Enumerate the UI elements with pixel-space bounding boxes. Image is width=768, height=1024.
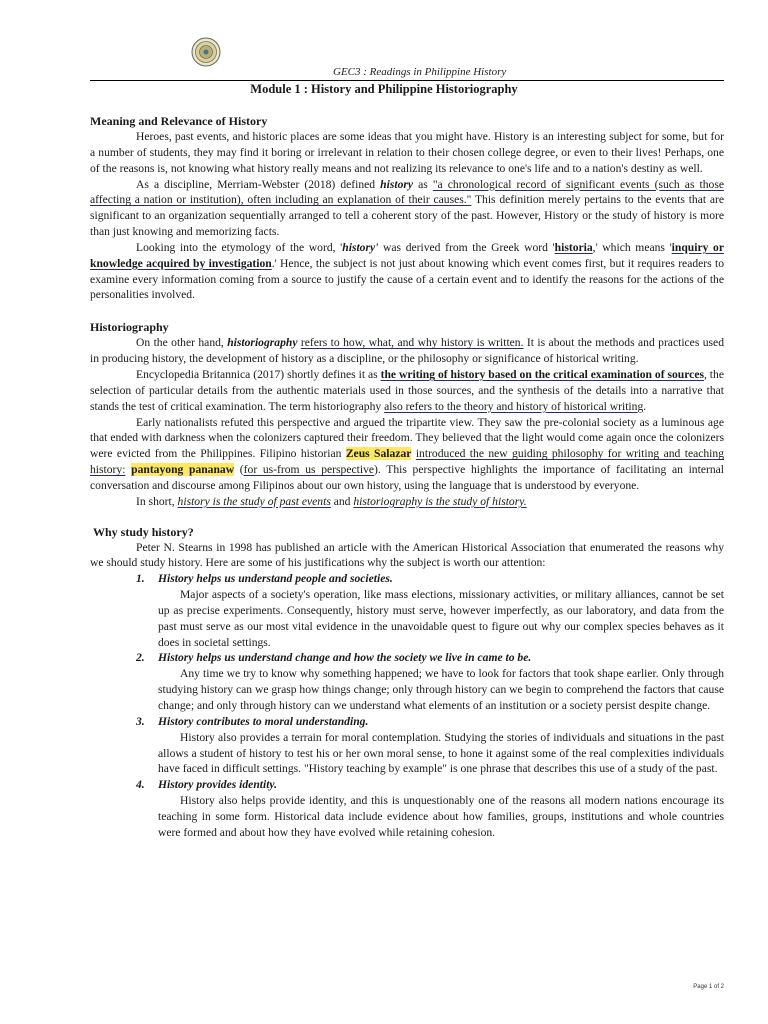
paragraph: Encyclopedia Britannica (2017) shortly defines it as the writing of history based on the critical examination of sources, the selection of particular details from the authentic materials used in those sources, and the synthesis of the details into a narrative that stands the test of critical examination. The term historiography also refers to the theory and history of historical writing. [90,367,724,413]
paragraph: Peter N. Stearns in 1998 has published an article with the American Historical Association that enumerated the reasons why we should study history. Here are some of his justifications why the subject is worth our attention: [90,540,724,570]
module-title: Module 1 : History and Philippine Historiography [250,82,518,96]
university-seal-icon [191,37,221,67]
paragraph: Early nationalists refuted this perspective and argued the tripartite view. They saw the pre-colonial society as a luminous age that ended with darkness when the colonizers captured their freedom. They believed that the light would come again once the colonizers were evicted from the Philippines. Filipino historian Zeus Salazar introduced the new guiding philosophy for writing and teaching history: pantayong pananaw (for us-from us perspective). This perspective highlights the importance of facilitating an internal conversation and discourse among Filipinos about our own history, using the language that is understood by everyone. [90,415,725,492]
key-definition: the writing of history based on the critical examination of sources [380,367,704,381]
list-item: 1. History helps us understand people and societies. Major aspects of a society's operation, like mass elections, missionary activities, or military alliances, cannot be set up as precise experiments. Consequently, history must serve, however imperfectly, as our laboratory, and data from the past must serve as our most vital evidence in the unavoidable quest to figure out why our complex species behaves as it does in societal settings. [136,572,724,649]
paragraph: On the other hand, historiography refers to how, what, and why history is written. It is about the methods and practices used in producing history, the development of history as a discipline, or the philosophy or significance of historical writing. [90,336,725,366]
paragraph: Looking into the etymology of the word, 'history' was derived from the Greek word 'historia,' which means 'inquiry or knowledge acquired by investigation.' Hence, the subject is not just about knowing which event comes first, but it requires readers to examine every information coming from a source to justify the cause of a certain event and to identify the reasons for the actions of the personalities involved. [90,240,725,302]
quote-definition: "a chronological record of significant events (such as those affecting a nation or institution), often including an explanation of their causes." [90,177,724,207]
header-divider [90,80,724,81]
page-number: Page 1 of 2 [693,984,724,990]
section-heading-historiography: Historiography [90,320,169,335]
section-heading-why-study: Why study history? [93,524,194,539]
list-item: 4. History provides identity. History also helps provide identity, and this is unquestionably one of the reasons all modern nations encourage its teaching in some form. Historical data include evidence about how families, groups, institutions and whole countries were formed and about how they have evolved while retaining cohesion. [136,778,724,839]
list-item: 3. History contributes to moral understanding. History also provides a terrain for moral contemplation. Studying the stories of individuals and situations in the past allows a student of history to test his or her own moral sense, to hone it against some of the real complexities individuals have faced in difficult settings. "History teaching by example" is one phrase that describes this use of a study of the past. [136,714,724,776]
course-title: GEC3 : Readings in Philippine History [333,66,507,78]
paragraph: Heroes, past events, and historic places are some ideas that you might have. History is an interesting subject for some, but for a number of students, they may find it boring or irrelevant in relation to their chosen college degree, or even to their lives! Perhaps, one of the reasons is, not knowing what history really means and not realizing its relevance to one's life and to a nation's destiny as well. [90,130,724,175]
list-item: 2. History helps us understand change and how the society we live in came to be. Any time we try to know why something happened; we have to look for factors that took shape earlier. Only through studying history can we grasp how things change; only through history can we begin to comprehend the factors that cause change; and only through history can we understand what elements of an institution or a society persist despite change. [136,651,724,712]
paragraph: As a discipline, Merriam-Webster (2018) defined history as "a chronological record of significant events (such as those affecting a nation or institution), often including an explanation of their causes." This definition merely pertains to the events that are significant to an organization sequentially arranged to tell a coherent story of the past. However, History or the study of history is more than just knowing and memorizing facts. [90,177,724,239]
highlight-name: Zeus Salazar [345,447,412,461]
section-heading-meaning: Meaning and Relevance of History [90,114,268,128]
paragraph: In short, history is the study of past events and historiography is the study of history. [136,494,527,508]
reasons-list [90,571,724,840]
key-definition: inquiry or knowledge acquired by investigation [90,240,724,270]
document-body [90,113,724,841]
highlight-term: pantayong pananaw [131,463,235,477]
